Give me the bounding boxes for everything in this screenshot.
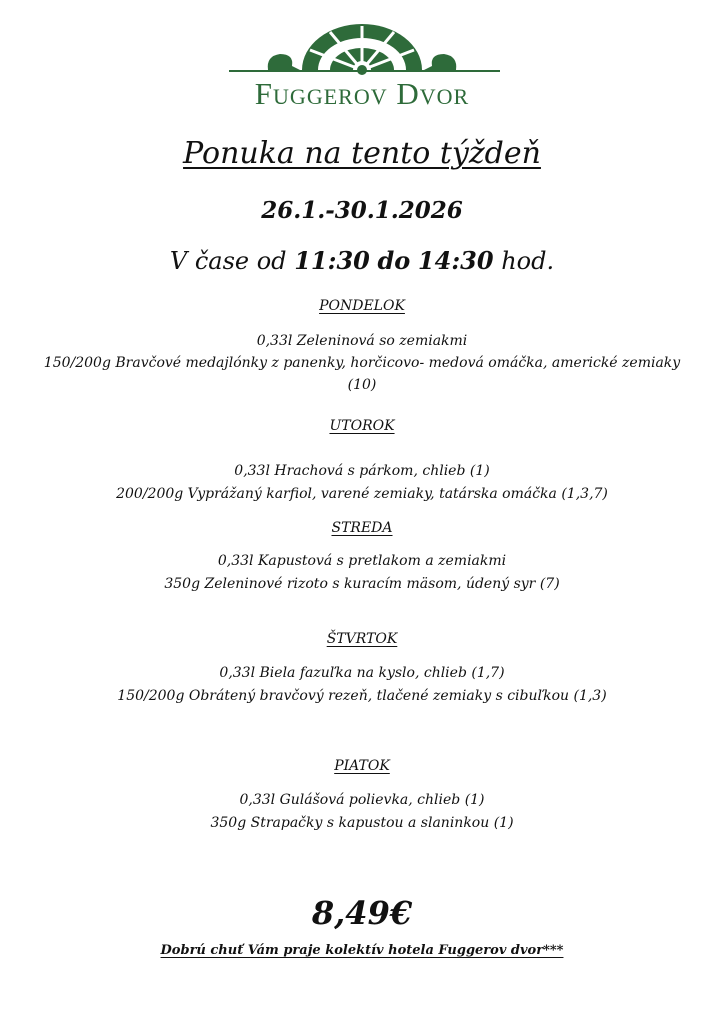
menu-item: 200/200g Vyprážaný karfiol, varené zemiaky, tatárska omáčka (1,3,7) [116, 486, 608, 502]
day-heading-thursday: ŠTVRTOK [326, 631, 398, 647]
brand-name: Fuggerov Dvor [254, 76, 470, 111]
date-range: 26.1.-30.1.2026 [261, 197, 463, 224]
fan-window-snail-logo-icon [0, 18, 724, 78]
serving-time [0, 246, 724, 275]
menu-price: 8,49€ [311, 894, 413, 932]
footer-note: Dobrú chuť Vám praje kolektív hotela Fuggerov dvor*** [160, 943, 564, 958]
menu-item: 0,33l Biela fazuľka na kyslo, chlieb (1,7) [219, 665, 505, 681]
time-sep: do [377, 246, 411, 275]
menu-item: 0,33l Zeleninová so zemiakmi [256, 333, 468, 349]
day-heading-tuesday: UTOROK [329, 418, 395, 434]
menu-item: 0,33l Hrachová s párkom, chlieb (1) [234, 463, 490, 479]
menu-item: 350g Strapačky s kapustou a slaninkou (1) [210, 815, 514, 831]
menu-item: (10) [347, 377, 377, 393]
day-heading-monday: PONDELOK [319, 298, 405, 314]
menu-item: 150/200g Obrátený bravčový rezeň, tlačené zemiaky s cibuľkou (1,3) [117, 688, 607, 704]
menu-item: 150/200g Bravčové medajlónky z panenky, horčicovo- medová omáčka, americké zemiaky [43, 355, 681, 371]
time-to: 14:30 [417, 246, 494, 275]
day-heading-wednesday: STREDA [331, 520, 393, 536]
day-heading-friday: PIATOK [334, 758, 390, 774]
menu-item: 0,33l Kapustová s pretlakom a zemiakmi [217, 553, 507, 569]
time-prefix: V čase od [169, 247, 287, 275]
time-suffix: hod. [501, 247, 555, 275]
time-from: 11:30 [294, 246, 370, 275]
menu-item: 0,33l Gulášová polievka, chlieb (1) [239, 792, 485, 808]
logo [0, 18, 724, 118]
menu-item: 350g Zeleninové rizoto s kuracím mäsom, údený syr (7) [164, 576, 560, 592]
page-title: Ponuka na tento týždeň [183, 136, 541, 171]
